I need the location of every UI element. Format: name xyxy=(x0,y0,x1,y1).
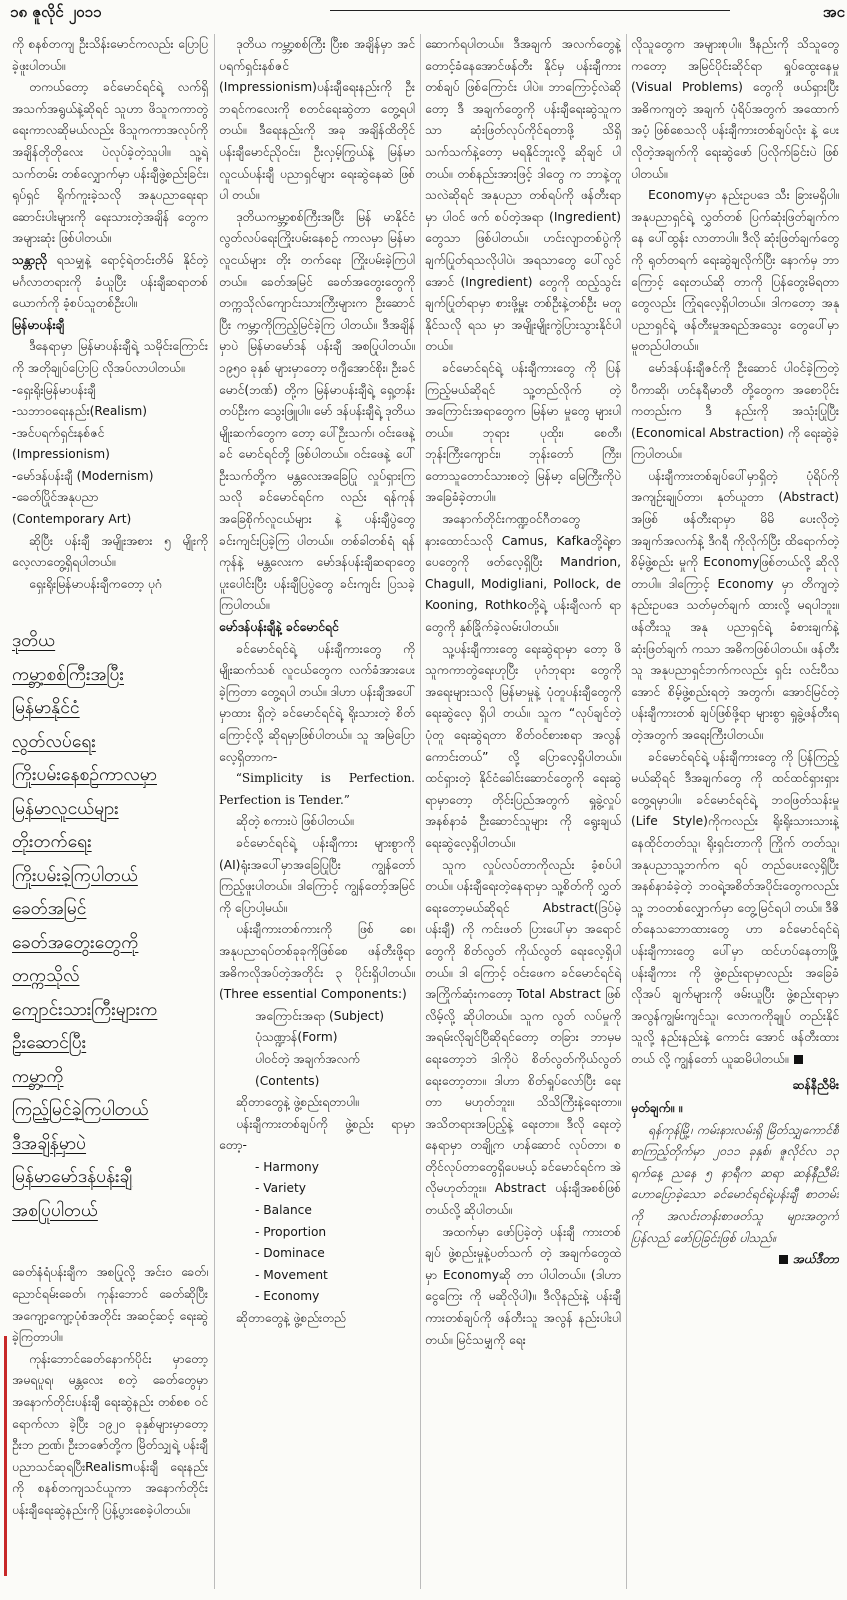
column-divider xyxy=(420,34,421,1589)
article-column-4 xyxy=(631,34,839,1594)
paragraph: ဒုတိယ ကမ္ဘာ့စစ်ကြီး ပြီးစ အချိန်မှာ အင်ပရက်ရှင်းနစ်ဇင် (Impressionism)ပန်းချီရေးနည်းကို ဦးဘရင်ကလေးကို စတင်ရေးဆွဲတာ တွေ့ရပါတယ်။ ဒီရေးနည်းကို အခု အချိန်ထိတိုင် ပန်းချီမောင်ညိုဝင်း၊ ဦးလှမ့်ကြွယ်နဲ့ မြန်မာလူငယ်ပန်းချီ ပညာရှင်များ ရေးဆွဲနေဆဲ ဖြစ်ပါ တယ်။ xyxy=(219,37,415,203)
list-item: -ရှေးရိုးမြန်မာပန်းချီ xyxy=(12,382,96,397)
pull-quote-line: ကမ္ဘာ့စစ်ကြီးအပြီး xyxy=(12,664,124,685)
paragraph: ခင်မောင်ရင်ရဲ့ ပန်းချီကားတွေ ကို မျိုးဆက်သစ် လူငယ်တွေက လက်ခံအားပေးခဲ့ကြတာ တွေ့ရပါ တယ်။ ဒါဟာ ပန်းချီအပေါ်မှာထား ရှိတဲ့ ခင်မောင်ရင်ရဲ့ ရိုးသားတဲ့ စိတ် ကြောင့်လို့ ဆိုရမှာဖြစ်ပါတယ်။ သူ အမြဲပြောလေ့ရှိတာက- xyxy=(219,641,415,764)
paragraph xyxy=(631,747,839,1071)
section-heading: မော်ဒန်ပန်းချီနဲ့ ခင်မောင်ရင် xyxy=(219,620,339,635)
pull-quote-line: ကြည့်မြင်ခဲ့ကြပါတယ် xyxy=(12,1100,149,1121)
paragraph: ခေတ်နံရံပန်းချီက အစပြုလို့ အင်းဝ ခေတ်၊ ညောင်ရမ်းခေတ်၊ ကုန်းဘောင် ခေတ်ဆိုပြီး အကျော့ကျော့ပုံစံအတိုင်း အဆင့်ဆင့် ရေးဆွဲခဲ့ကြတာပါ။ xyxy=(12,1265,208,1345)
paragraph: ဆောက်ရပါတယ်။ ဒီအချက် အလက်တွေနဲ့ တောင့်ခံနေအောင်ဖန်တီး နိုင်မှ ပန်းချီကားတစ်ချပ် ဖြစ်ကြောင်း ပါပဲ။ ဘာကြောင့်လဲဆိုတော့ ဒီ အချက်တွေကို ပန်းချီရေးဆွဲသူက သာ ဆုံးဖြတ်လုပ်ကိုင်ရတာဖို့ သိရှိ သက်သက်နဲ့တော့ မရနိုင်ဘူးလို့ ဆိုချင် ပါတယ်။ တစ်နည်းအားဖြင့် ဒါတွေ က ဘာနဲ့တူသလဲဆိုရင် အနုပညာ တစ်ရပ်ကို ဖန်တီးရာမှာ ပါဝင် ဖက် စပ်တဲ့အရာ (Ingredient) တွေသာ ဖြစ်ပါတယ်။ ဟင်းလျာတစ်ပွဲကို ချက်ပြုတ်ရသလိုပါပဲ၊ အရသာတွေ ပေါ်လွင်အောင် (Ingredient) တွေကို ထည့်သွင်းချက်ပြုတ်ရာမှာ စားဖို့မှူး တစ်ဦးနဲ့တစ်ဦး မတူနိုင်သလို ရသ မှာ အမျိုးမျိုးကွဲပြားသွားနိုင်ပါတယ်။ xyxy=(425,37,621,354)
pull-quote-line: လွတ်လပ်ရေး xyxy=(12,731,96,752)
end-mark-icon xyxy=(779,1255,788,1264)
list-item: - Movement xyxy=(255,1267,328,1282)
bold-name: သန္တာညို xyxy=(12,252,47,267)
column-divider xyxy=(626,34,627,1589)
paragraph: ကို စနစ်တကျ ဦးသိန်းမောင်ကလည်း ပြောပြခဲ့ဖူးပါတယ်။ xyxy=(12,37,208,73)
paragraph: ရှေးရိုးမြန်မာပန်းချီကတော့ ပုဂံ xyxy=(29,576,162,591)
highlight-bar xyxy=(4,1336,7,1576)
list-item: - Variety xyxy=(255,1181,307,1196)
pull-quote-line: ကြိုးပမ်းနေစဉ်ကာလမှာ xyxy=(12,765,157,786)
pull-quote-line: ကမ္ဘာ့ကို xyxy=(12,1066,64,1087)
pull-quote-line: ဒီအချိန်မှာပဲ xyxy=(12,1133,87,1154)
list-item: (Contents) xyxy=(255,1073,320,1088)
paragraph: ပန်းချီကားတစ်ချပ်ပေါ်မှာရှိတဲ့ ပုံရိပ်ကို အကျဉ်းချုပ်တာ၊ နုတ်ယူတာ (Abstract) အဖြစ် ဖန်တီးရာမှာ မိမိ ပေးလိုတဲ့ အချက်အလက်နဲ့ ဒီဂရီ ကိုလိုက်ပြီး ထိရောက်တဲ့စိမ့်ဖွဲ့စည်း မှုကို Economyဖြစ်တယ်လို့ ဆိုလို တာပါ။ ဒါကြောင့် Economy မှာ တိကျတဲ့ နည်းဥပဒေ သတ်မှတ်ချက် ထားလို့ မရပါဘူး။ ဖန်တီးသူ အနု ပညာရှင်ရဲ့ ခံစားချက်နဲ့ ဆုံးဖြတ်ချက် ကသာ အဓိကဖြစ်ပါတယ်။ ဖန်တီး သူ အနုပညာရှင်ဘက်ကလည်း ရှင်း လင်းပီသအောင် စိမ့်ဖွဲ့စည်းရတဲ့ အတွက်၊ အောင်မြင်တဲ့ပန်းချီကားတစ် ချပ်ဖြစ်ဖို့ရာ များစွာ ရှုခွဲ့ဖန်တီးရ တဲ့အတွက် အရေးကြီးပါတယ်။ xyxy=(631,468,839,742)
list-item: (Impressionism) xyxy=(12,447,110,462)
header-rule xyxy=(330,10,730,11)
paragraph: မော်ဒန်ပန်းချီဇင်ကို ဦးဆောင် ပါဝင်ခဲ့ကြတဲ့ ပီကာဆို၊ ဟင်နရီမာတီ တို့တွေက အစောပိုင်းကတည်းက ဒီ နည်းကို အသုံးပြုပြီး (Economical Abstraction) ကို ရေးဆွဲခဲ့ကြပါတယ်။ xyxy=(631,360,839,462)
list-item: (Contemporary Art) xyxy=(12,512,132,527)
end-mark-icon xyxy=(794,1055,803,1064)
list-item: - Balance xyxy=(255,1203,312,1218)
paragraph: ခင်မောင်ရင်ရဲ့ ပန်းချီကားတွေ ကို ပြန်ကြည့်မယ်ဆိုရင် သူ့တည်လိုက် တဲ့ အကြောင်းအရာတွေက မြန်မာ မှုတွေ များပါတယ်။ ဘုရား ပုထိုး၊ စေတီ၊ ဘုန်းကြီးကျောင်း၊ ဘုန်းတော် ကြီး၊ တောသူတောင်သားစတဲ့ မြန်မာ့ မြေကြီးကိုပဲ အခြေခံခဲ့တာပါ။ xyxy=(425,360,621,505)
pull-quote-line: ဦးဆောင်ပြီး xyxy=(12,1033,87,1054)
pull-quote-line: တက္ကသိုလ် xyxy=(12,966,80,987)
paragraph: ဒုတိယကမ္ဘာ့စစ်ကြီးအပြီး မြန် မာနိုင်ငံ လွတ်လပ်ရေးကြိုးပမ်းနေစဉ် ကာလမှာ မြန်မာလူငယ်များ တိုး တက်ရေး ကြိုးပမ်းခဲ့ကြပါတယ်။ ခေတ်အမြင် ခေတ်အတွေးတွေကို တက္ကသိုလ်ကျောင်းသားကြီးများက ဦးဆောင်ပြီး ကမ္ဘာ့ကိုကြည့်မြင်ခဲ့ကြ ပါတယ်။ ဒီအချိန်မှာပဲ မြန်မာမော်ဒန် ပန်းချီ အစပြုပါတယ်။ ၁၉၅၀ ခုနှစ် များမှာတော့ ဗဂျီအောင်စိုး၊ ဦးခင် မောင်(ဘဏ်) တို့က မြန်မာပန်းချီရဲ့ ရှေ့တန်းတပ်ဦးက သွေးဖြူပါ။ မော် ဒန်ပန်းချီရဲ့ ဒုတိယမျိုးဆက်တွေက တော့ ပေါ်ဦးသက်၊ ဝင်းဖေနဲ့ ခင် မောင်ရင်တို့ ဖြစ်ပါတယ်။ ဝင်းဖေနဲ့ ပေါ်ဦးသက်တို့က မန္တလေးအခြေပြု လှုပ်ရှားကြသလို ခင်မောင်ရင်က လည်း ရန်ကုန်အခြေစိုက်လူငယ်များ နဲ့ ပန်းချီပွဲတွေ ခင်းကျင်းပြခဲ့ကြ ပါတယ်။ တစ်ခါတစ်ရံ ရန်ကုန်နဲ့ မန္တလေးက မော်ဒန်ပန်းချီဆရာတွေ ပူးပေါင်းပြီး ပန်းချီပြပွဲတွေ ခင်းကျင်း ပြသခဲ့ကြပါတယ်။ xyxy=(219,209,415,613)
paragraph: သူက လှုပ်လပ်တာကိုလည်း ခံ့စပ်ပါတယ်။ ပန်းချီရေးတဲ့နေရာမှာ သူ့စိတ်ကို လွှတ်ရေးတော့မယ်ဆိုရင် Abstract(ဒြပ်မဲ့ပန်းချီ) ကို ကင်းဖတ် ပြားပေါ်မှာ အရောင်တွေကို စိတ်လွတ် ကိုယ်လွတ် ရေးလေ့ရှိပါတယ်။ ဒါ ကြောင့် ဝင်းဖေက ခင်မောင်ရင်ရဲ့ အကြိုက်ဆုံးကတော့ Total Abstract ဖြစ်လိမ့်လို့ ဆိုပါတယ်။ သူက လွတ် လပ်မှုကို အရမ်းလိုချင်ပြီဆိုရင်တော့ တခြား ဘာမှမရေးတော့ဘဲ ဒါကိုပဲ စိတ်လွတ်ကိုယ်လွတ် ရေးတော့တာ။ ဒါဟာ စိတ်ရှုပ်လော်ပြီး ရေးတာ မဟုတ်ဘူး။ သိသိကြီးနဲ့ရေးတာ။ အသိတရားအပြည့်နဲ့ ရေးတာ။ ဒီလို ရေးတဲ့နေရာမှာ တချို့က ဟန်ဆောင် လုပ်တာ၊ စတိုင်လုပ်တာတွေရှိပေမယ့် ခင်မောင်ရင်က အဲလိုမဟုတ်ဘူး။ Abstract ပန်းချီအစစ်ဖြစ်တယ်လို့ ဆိုပါတယ်။ xyxy=(425,857,621,1218)
editor-note: ရန်ကုန်မြို့၊ ကမ်းနားလမ်းရှိ မြိတ်သျှကောင်စီစာကြည့်တိုက်မှာ ၂၀၁၁ ခုနှစ်၊ ဇူလိုင်လ ၁၃ ရက်နေ့ ညနေ ၅ နာရီက ဆရာ ဆန်နီညီမိး ဟောပြောခဲ့သော ခင်မောင်ရင်ရဲ့ပန်းချီ စာတမ်းကို အလင်းတန်းစာဖတ်သူ များအတွက် ပြန်လည် ဖော်ပြခြင်းဖြစ် ပါသည်။ xyxy=(631,1122,839,1245)
pull-quote-line: ခေတ်အမြင် xyxy=(12,899,87,920)
paragraph: ပန်းချီကားတစ်ချပ်ကို ဖွဲ့စည်း ရာမှာတော့- xyxy=(219,1116,415,1153)
list-item: - Dominace xyxy=(255,1246,325,1261)
paragraph: ဆိုတဲ့ စကားပဲ ဖြစ်ပါတယ်။ xyxy=(236,814,354,829)
pull-quote-line: တိုးတက်ရေး xyxy=(12,832,92,853)
art-types-list xyxy=(12,380,208,531)
paragraph: ဆိုတာတွေနဲ့ ဖွဲ့စည်းတည် xyxy=(236,1311,346,1326)
paragraph: တကယ်တော့ ခင်မောင်ရင်ရဲ့ လက်ရှိအသက်အရွယ်နဲ့ဆိုရင် သူဟာ ဖိသူကကာတွဲရေးကာလဆိုမယ်လည်း ဖိသူကကာအလုပ်ကို အချိန်တိုတိုလေး ပဲလုပ်ခဲ့တဲ့သူပါ။ သူ့ရဲ့သက်တမ်း တစ်လျှောက်မှာ ပန်းချီဖွဲ့စည်းခြင်း၊ ရုပ်ရှင် ရိုက်ကူးခဲ့သလို အနုပညာရေးရာ ဆောင်းပါးများကို ရေးသားတဲ့အချိန် တွေက အများဆုံး ဖြစ်ပါတယ်။ xyxy=(12,80,208,246)
pull-quote-line: ကျောင်းသားကြီးများက xyxy=(12,999,158,1020)
list-item: -အင်ပရက်ရှင်းနစ်ဇင် xyxy=(12,425,105,440)
list-item: ပါဝင်တဲ့ အချက်အလက် xyxy=(255,1051,360,1066)
pull-quote-line: မြန်မာမော်ဒန်ပန်းချီ xyxy=(12,1167,133,1188)
issue-date: ၁၈ ဇူလိုင် ၂၀၁၁ xyxy=(10,3,102,21)
list-item: -ခေတ်ပြိုင်အနုပညာ xyxy=(12,490,99,505)
paragraph: ကုန်းဘောင်ခေတ်နောက်ပိုင်း မှာတော့ အမရပူရ၊ မန္တလေး စတဲ့ ခေတ်တွေမှာ အနောက်တိုင်းပန်းချီ ရေးဆွဲနည်း တစ်စစ ဝင်ရောက်လာ ခဲ့ပြီး ၁၉၂၀ ခုနှစ်များမှာတော့ ဦးဘ ဉာဏ်၊ ဦးဘဇော်တို့က မြိတ်သျှရဲ့ ပန်းချီပညာသင်ဆုရပြီးRealismပန်းချီ ရေးနည်းကို စနစ်တကျသင်ယူကာ အနောက်တိုင်း ပန်းချီရေးဆွဲနည်းကို ပြန့်ပွားစေခဲ့ပါတယ်။ xyxy=(12,1351,208,1517)
editor-signature xyxy=(631,1249,839,1271)
paragraph: Economyမှာ နည်းဥပဒေ သီး ခြားမရှိပါ။ အနုပညာရှင်ရဲ့ လွှတ်တစ် ပြက်ဆုံးဖြတ်ချက်ကနေ ပေါ်ထွန်း လာတာပါ။ ဒီလို ဆုံးဖြတ်ချက်တွေ ကို ရုတ်တရက် ရေးဆွဲချလိုက်ပြီး နောက်မှ ဘာကြောင့် ရေးတယ်ဆို တာကို ပြန်တွေးမိရတာတွေလည်း ကြုံရလေ့ရှိပါတယ်။ ဒါကတော့ အနု ပညာရှင်ရဲ့ ဖန်တီးမှုအရည်အသွေး တွေပေါ်မှာ မူတည်ပါတယ်။ xyxy=(631,188,839,354)
note-title: မှတ်ချက်။ ။ xyxy=(631,1101,683,1116)
components-list xyxy=(219,1006,415,1092)
article-column-3 xyxy=(425,34,621,1594)
author-byline: ဆန်နီညီမိး xyxy=(792,1077,839,1092)
section-heading: မြန်မာပန်းချီ xyxy=(12,317,65,332)
page-header xyxy=(0,0,847,30)
pull-quote-line: မြန်မာလူငယ်များ xyxy=(12,798,119,819)
paragraph: ဒီနေရာမှာ မြန်မာပန်းချီရဲ့ သမိုင်းကြောင်းကို အတိုချုပ်ပြောပြ လိုအပ်လာပါတယ်။ xyxy=(12,339,208,375)
list-item: - Harmony xyxy=(255,1159,319,1174)
paragraph xyxy=(12,250,208,315)
list-item: - Proportion xyxy=(255,1224,327,1239)
paragraph: ဆိုပြီး ပန်းချီ အမျိုးအစား ၅ မျိုးကို လေ့လာတွေ့ရှိရပါတယ်။ xyxy=(12,533,208,570)
pull-quote-line: ခေတ်အတွေးတွေကို xyxy=(12,932,139,953)
article-column-1 xyxy=(12,34,208,1594)
article-column-2 xyxy=(219,34,415,1594)
list-item: အကြောင်းအရာ (Subject) xyxy=(255,1008,385,1023)
paragraph: ခင်မောင်ရင်ရဲ့ ပန်းချီကား များစွာကို (AI)ရုံးအပေါ်မှာအခြေပြုပြီး ကျွန်တော် ကြည့်ဖူးပါတယ်။ ဒါကြောင့် ကျွန်တော့်အမြင်ကို ပြောပါ့မယ်။ xyxy=(219,835,415,915)
pull-quote-line: ဒုတိယ xyxy=(12,631,56,652)
pull-quote-line: အစပြုပါတယ် xyxy=(12,1200,98,1221)
principles-list xyxy=(219,1157,415,1308)
list-item: - Economy xyxy=(255,1289,320,1304)
paragraph-text: ရသမျှနဲ့ ရောင့်ရဲတင်းတိမ် နိုင်တဲ့ မင်္ဂလာတရားကို ခံယူပြီး ပန်းချီဆရာတစ်ယောက်ကို ခံ့စပ်သူတစ်ဦးပါ။ xyxy=(12,252,208,311)
signature-text: အယ်ဒီတာ xyxy=(792,1252,839,1267)
list-item: -မော်ဒန်ပန်းချီ (Modernism) xyxy=(12,468,154,483)
column-divider xyxy=(214,34,215,1589)
list-item: -သဘာဝရေးနည်း(Realism) xyxy=(12,404,148,419)
paragraph: အထက်မှာ ဖော်ပြခဲ့တဲ့ ပန်းချီ ကားတစ်ချပ် ဖွဲ့စည်းမှုနဲ့ပတ်သက် တဲ့ အချက်တွေထဲမှာ Economyဆို တာ ပါပါတယ်။ (ဒါဟာ ငွေကြေး ကို မဆိုလိုပါ)။ ဒီလိုနည်းနဲ့ ပန်းချီ ကားတစ်ချပ်ကို ဖန်တီးသူ အလွန် နည်းပါးပါတယ်။ မြင်သမျှကို ရေး xyxy=(425,1224,621,1347)
pull-quote-line: ကြိုးပမ်းခဲ့ကြပါတယ် xyxy=(12,865,138,886)
paragraph-text: ခင်မောင်ရင်ရဲ့ ပန်းချီကားတွေ ကို ပြန်ကြည့်မယ်ဆိုရင် ဒီအချက်တွေ ကို ထင်ထင်ရှားရှား တွေ့ရမှာပါ။ ခင်မောင်ရင်ရဲ့ ဘဝဖြတ်သန်းမှု (Life Style)ကိုကလည်း ရိုးရိုးသားသားနဲ့ နေထိုင်တတ်သူ၊ ရိုးရှင်းတာကို ကြိုက် တတ်သူ၊ အနုပညာသူ့ဘက်က ရပ် တည်ပေးလေ့ရှိပြီး အနစ်နာခံခဲ့တဲ့ ဘဝရဲ့အစိတ်အပိုင်းတွေကလည်း သူ့ ဘဝတစ်လျှောက်မှာ တွေ့မြင်ရပါ တယ်။ ဒီဇိတ်နေသဘောထားတွေ ဟာ ခင်မောင်ရင်ရဲ့ ပန်းချီကားတွေ ပေါ်မှာ ထင်ဟပ်နေတာဖြို့ ပန်းချီကား ကို ဖွဲ့စည်းရာမှာလည်း အခြေခံလိုအပ် ချက်များကို ဖမ်းယူပြီး ဖွဲ့စည်းရာမှာ အလွန်ကျွမ်းကျင်သူ၊ လောကကိုချုပ် တည်းနိုင်သူလို့ နည်းနည်းနဲ့ ကောင်း အောင် ဖန်တီးထားတယ် လို့ ကျွန်တော် ယူဆမိပါတယ်။ xyxy=(631,749,839,1066)
quotation: “Simplicity is Perfection. Perfection is Tender.” xyxy=(219,771,415,807)
list-item: ပုံသဏ္ဍာန်(Form) xyxy=(255,1030,338,1045)
paragraph: ဆိုတာတွေနဲ့ ဖွဲ့စည်းရတာပါ။ xyxy=(236,1095,359,1110)
paragraph: အနောက်တိုင်းကဏ္ဍဝင်ဂီတတွေ နားထောင်သလို Camus, Kafkaတို့ရဲ့စာ ပေတွေကို ဖတ်လေ့ရှိပြီး Mandrion, Chagull, Modigliani, Pollock, de Kooning, Rothkoတို့ရဲ့ ပန်းချီလက် ရာတွေကို နှစ်ခြိုက်ခဲ့လမ်းပါတယ်။ xyxy=(425,512,621,635)
pull-quote-line: မြန်မာနိုင်ငံ xyxy=(12,698,80,719)
pull-quote xyxy=(12,625,208,1228)
paragraph: ပန်းချီကားတစ်ကားကို ဖြစ် စေ၊ အနုပညာရပ်တစ်ခုခုကိုဖြစ်စေ ဖန်တီးဖို့ရာ အဓိကလိုအပ်တဲ့အတိုင်း ၃ ပိုင်းရှိပါတယ်။ (Three essential Components:) xyxy=(219,922,415,1002)
paragraph: သူ့ပန်းချီကားတွေ ရေးဆွဲရာမှာ တော့ ဖိသူကကာတွဲရေးဟုပြီး ပုဂံဘုရား တွေကို အရေးများသလို မြန်မာမှုနဲ့ ပုံတူပန်းချီတွေကို ရေးဆွဲလေ့ ရှိပါ တယ်။ သူက “လုပ်ချင်တဲ့ ပုံတူ ရေးဆွဲရတာ စိတ်ဝင်စားစရာ အလွန် ကောင်းတယ်” လို့ ပြောလေ့ရှိပါတယ်။ ထင်ရှားတဲ့ နိုင်ငံခေါင်းဆောင်တွေကို ရေးဆွဲရာမှာတော့ တိုင်းပြည်အတွက် ရှုခွဲ့လှုပ်အနစ်နာခံ ဦးဆောင်သူများ ကို ရွေးချယ် ရေးဆွဲလေ့ရှိပါတယ်။ xyxy=(425,641,621,850)
paragraph: လိုသူတွေက အများစုပါ။ ဒီနည်းကို သိသူတွေကတော့ အမြင်ပိုင်းဆိုင်ရာ ရှုပ်ထွေးနေမှု (Visual Problems) တွေကို ဖယ်ရှားပြီး အဓိကကျတဲ့ အချက် ပုံရိပ်အတွက် အထောက်အပံ့ ဖြစ်စေသလို ပန်းချီကားတစ်ချပ်လုံး နဲ့ ပေးလိုတဲ့အချက်ကို ရေးဆွဲဖော် ပြလိုက်ခြင်းပဲ ဖြစ်ပါတယ်။ xyxy=(631,37,839,181)
publication-name: အင xyxy=(822,3,845,21)
